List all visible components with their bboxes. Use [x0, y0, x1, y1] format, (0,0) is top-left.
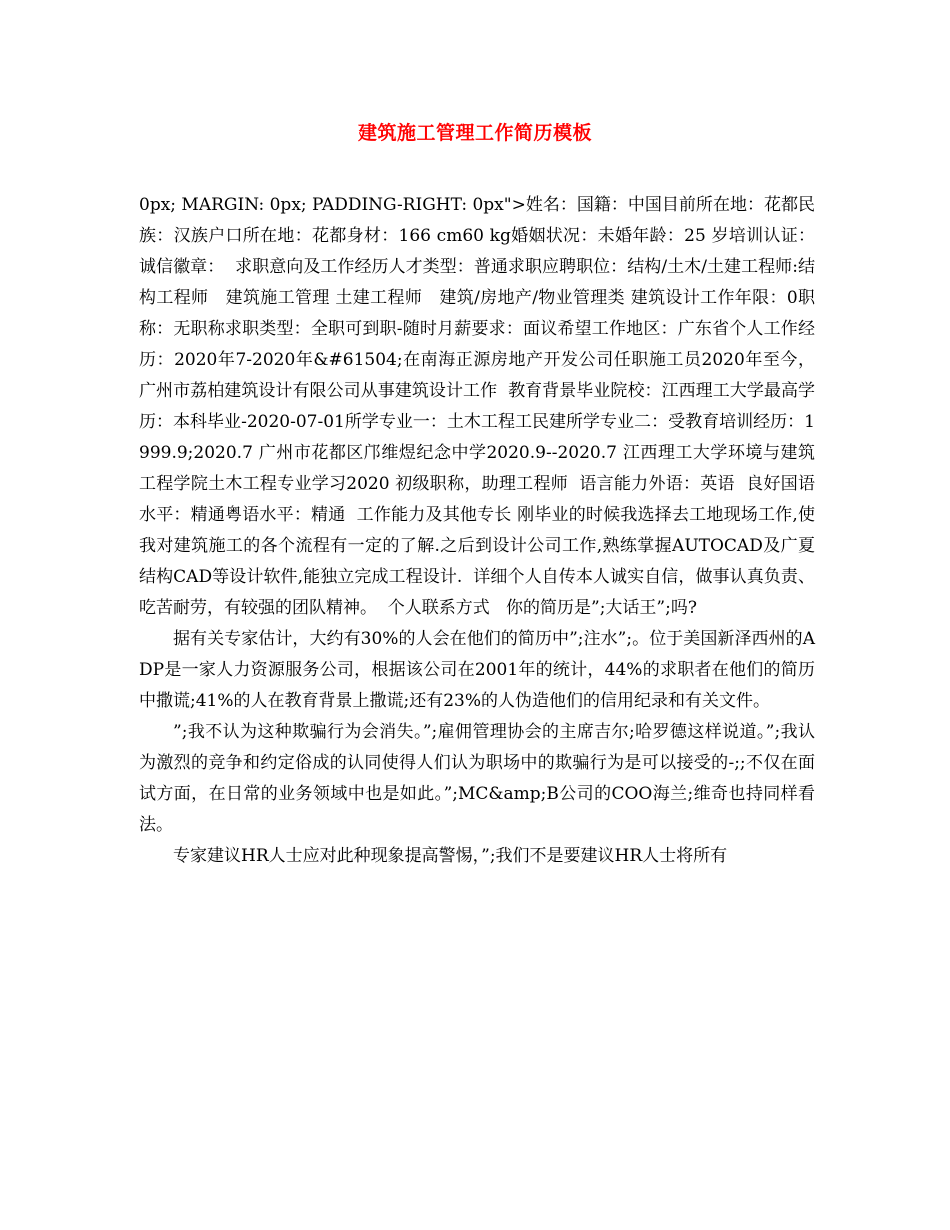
document-title: 建筑施工管理工作简历模板	[357, 122, 592, 144]
statistics-paragraph: 据有关专家估计，大约有30%的人会在他们的简历中”;注水”;。位于美国新泽西州的ADP是一家人力资源服务公司，根据该公司在2001年的统计，44%的求职者在他们的简历中撒谎;41%的人在教育背景上撒谎;还有23%的人伪造他们的信用纪录和有关文件。	[139, 629, 815, 711]
resume-paragraph: 0px; MARGIN: 0px; PADDING-RIGHT: 0px">姓名：国籍：中国目前所在地：花都民族：汉族户口所在地：花都身材：166 cm60 kg婚姻状况：未婚年龄：25 岁培训认证：诚信徽章： 求职意向及工作经历人才类型：普通求职应聘职位：结构/土木/土建工程师:结构工程师 建筑施工管理 土建工程师 建筑/房地产/物业管理类 建筑设计工作年限：0职称：无职称求职类型：全职可到职-随时月薪要求：面议希望工作地区：广东省个人工作经历：2020年7-2020年&#61504;在南海正源房地产开发公司任职施工员2020年至今，广州市荔柏建筑设计有限公司从事建筑设计工作 教育背景毕业院校：江西理工大学最高学历：本科毕业-2020-07-01所学专业一：土木工程工民建所学专业二：受教育培训经历：1999.9;2020.7 广州市花都区邝维煜纪念中学2020.9--2020.7 江西理工大学环境与建筑工程学院土木工程专业学习2020 初级职称，助理工程师 语言能力外语：英语 良好国语水平：精通粤语水平：精通 工作能力及其他专长 刚毕业的时候我选择去工地现场工作,使我对建筑施工的各个流程有一定的了解.之后到设计公司工作,熟练掌握AUTOCAD及广夏结构CAD等设计软件,能独立完成工程设计. 详细个人自传本人诚实自信，做事认真负责、吃苦耐劳，有较强的团队精神。 个人联系方式 你的简历是”;大话王”;吗?	[139, 195, 815, 618]
quote-paragraph: ”;我不认为这种欺骗行为会消失。”;雇佣管理协会的主席吉尔;哈罗德这样说道。”;我认为激烈的竞争和约定俗成的认同使得人们认为职场中的欺骗行为是可以接受的-;;不仅在面试方面，在日常的业务领域中也是如此。”;MC&amp;B公司的COO海兰;维奇也持同样看法。	[139, 722, 815, 835]
advice-paragraph: 专家建议HR人士应对此种现象提高警惕，”;我们不是要建议HR人士将所有	[173, 846, 728, 866]
document-body	[139, 190, 815, 872]
